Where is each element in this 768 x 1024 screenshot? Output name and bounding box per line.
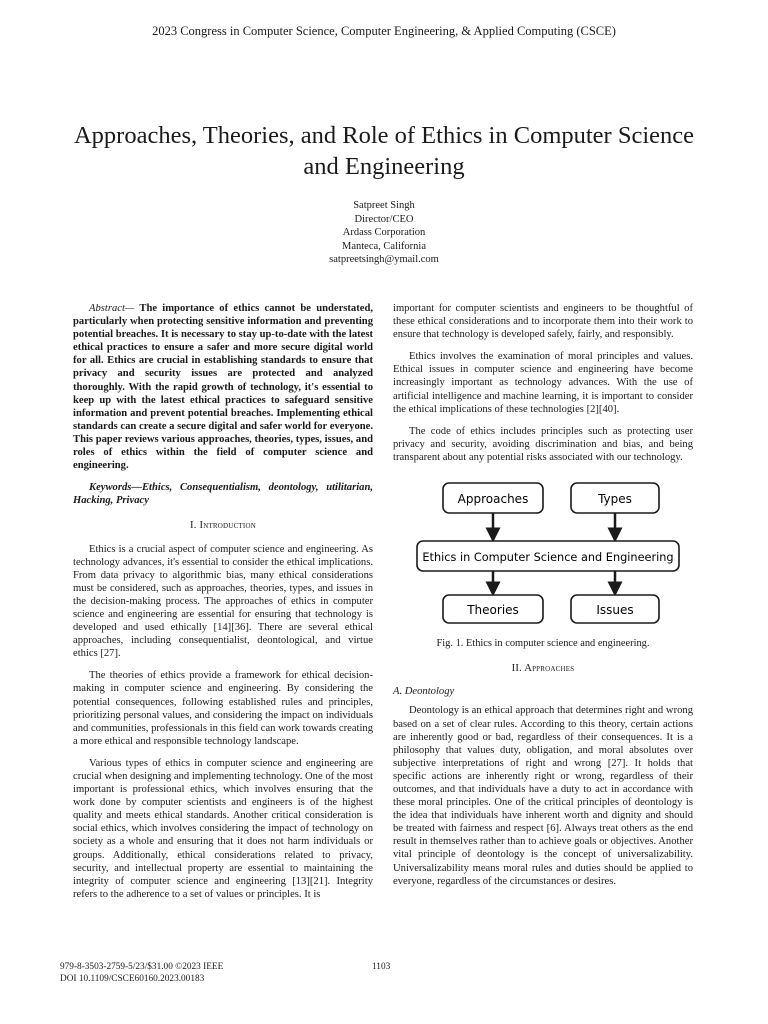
section-heading-introduction: I. Introduction [190, 520, 256, 532]
intro-paragraph-5: The code of ethics includes principles such as protecting user privacy and security, avoiding discrimination and bias, and being transparent about any potential risks associated with our technology. [393, 425, 693, 463]
issues-label: Issues [596, 603, 634, 618]
abstract-text: The importance of ethics cannot be understated, particularly when protecting sensitive information and preventing potential breaches. It is necessary to stay up-to-date with the latest ethical practices to ensure a safer and more secure digital world for all. Ethics are crucial in establishing standards to ensure that privacy and security issues are protected and analyzed thoroughly. With the rapid growth of technology, it's essential to keep up with the latest ethical practices to safeguard sensitive information and prevent potential breaches. Implementing ethical standards can create a secure digital and safer world for everyone. This paper reviews various approaches, theories, types, issues, and roles of ethics within the field of computer science and engineering. [73, 303, 373, 472]
theories-label: Theories [467, 603, 519, 618]
keywords-label: Keywords— [89, 482, 142, 494]
keywords-text: Ethics, Consequentialism, deontology, utilitarian, Hacking, Privacy [73, 482, 373, 507]
author-name: Satpreet Singh [353, 200, 415, 211]
author-location: Manteca, California [342, 240, 426, 252]
intro-paragraph-3: Various types of ethics in computer science and engineering are crucial when designing and implementing technology. One of the most important is professional ethics, which involves ensuring that the work done by computer scientists and engineers is of the highest quality and meets ethical standards. Another critical consideration is social ethics, which involves considering the impact of technology on society as a whole and ensuring that it does not harm individuals or groups. Additionally, ethical considerations related to privacy, security, and intellectual property are essential to maintaining the integrity of computer science and engineering [13][21]. Integrity refers to the adherence to a set of values or principles. It is [73, 757, 373, 900]
right-column [393, 302, 693, 897]
footer-doi: DOI 10.1109/CSCE60160.2023.00183 [60, 973, 205, 984]
intro-paragraph-2: The theories of ethics provide a framework for ethical decision-making in computer science and engineering. By considering the potential consequences, following established rules and principles, prioritizing personal values, and considering the impact on individuals and communities, professionals in this field can work towards creating a more ethical and responsible technology landscape. [73, 670, 373, 747]
types-label: Types [598, 492, 632, 507]
intro-paragraph-3-continued: important for computer scientists and engineers to be thoughtful of these ethical considerations and to incorporate them into their work to ensure that technology is developed safely, fairly, and responsibly. [393, 303, 693, 341]
left-column [73, 302, 373, 910]
ethics-diagram [393, 477, 693, 627]
figure-caption: Fig. 1. Ethics in computer science and engineering. [436, 638, 650, 650]
footer-identifiers [60, 962, 223, 985]
approaches-label: Approaches [457, 492, 529, 507]
author-role: Director/CEO [354, 213, 414, 225]
abstract [73, 302, 373, 472]
abstract-label: Abstract— [89, 303, 135, 314]
paper-title: Approaches, Theories, and Role of Ethics in Computer Science and Engineering [73, 122, 695, 180]
author-block [0, 199, 768, 267]
author-org: Ardass Corporation [342, 227, 426, 238]
page-number: 1103 [372, 962, 391, 972]
deontology-paragraph-1: Deontology is an ethical approach that determines right and wrong based on a set of clear rules. According to this theory, certain actions are inherently good or bad, regardless of their consequences. It is a philosophy that values duty, obligation, and moral absolutes over subjective interpretations of right and wrong [27]. It holds that specific actions are inherently right or wrong, regardless of their outcomes, and that individuals have a duty to act in accordance with these moral principles. One of the critical principles of deontology is the idea that individuals have inherent worth and dignity and should be treated with fairness and respect [6]. Always treat others as the end result in themselves rather than to achieve goals or objectives. Another vital principle of deontology is the concept of universalizability. Universalizability means moral rules and duties should be applied to everyone, regardless of the circumstances or desires. [393, 705, 693, 887]
intro-paragraph-4: Ethics involves the examination of moral principles and values. Ethical issues in computer science and engineering have become increasingly important as technology advances. With the use of artificial intelligence and machine learning, it is important to consider the ethical implications of these technologies [2][40]. [393, 351, 693, 415]
section-heading-approaches: II. Approaches [511, 663, 575, 675]
footer-isbn: 979-8-3503-2759-5/23/$31.00 ©2023 IEEE [60, 962, 224, 972]
conference-header: 2023 Congress in Computer Science, Computer Engineering, & Applied Computing (CSCE) [152, 24, 616, 38]
intro-paragraph-1: Ethics is a crucial aspect of computer science and engineering. As technology advances, it's essential to consider the ethical implications. From data privacy to algorithmic bias, many ethical considerations must be considered, such as approaches, theories, types, and issues in the decision-making process. The approaches of ethics in computer science and engineering are essential for ensuring that technology is developed and used ethically [14][36]. There are several ethical approaches, including consequentialist, deontological, and virtue ethics [27]. [73, 543, 373, 660]
author-email[interactable]: satpreetsingh@ymail.com [329, 254, 439, 265]
keywords [73, 481, 373, 507]
subsection-heading-deontology: A. Deontology [393, 686, 455, 698]
ethics-center-label: Ethics in Computer Science and Engineering [422, 551, 674, 565]
